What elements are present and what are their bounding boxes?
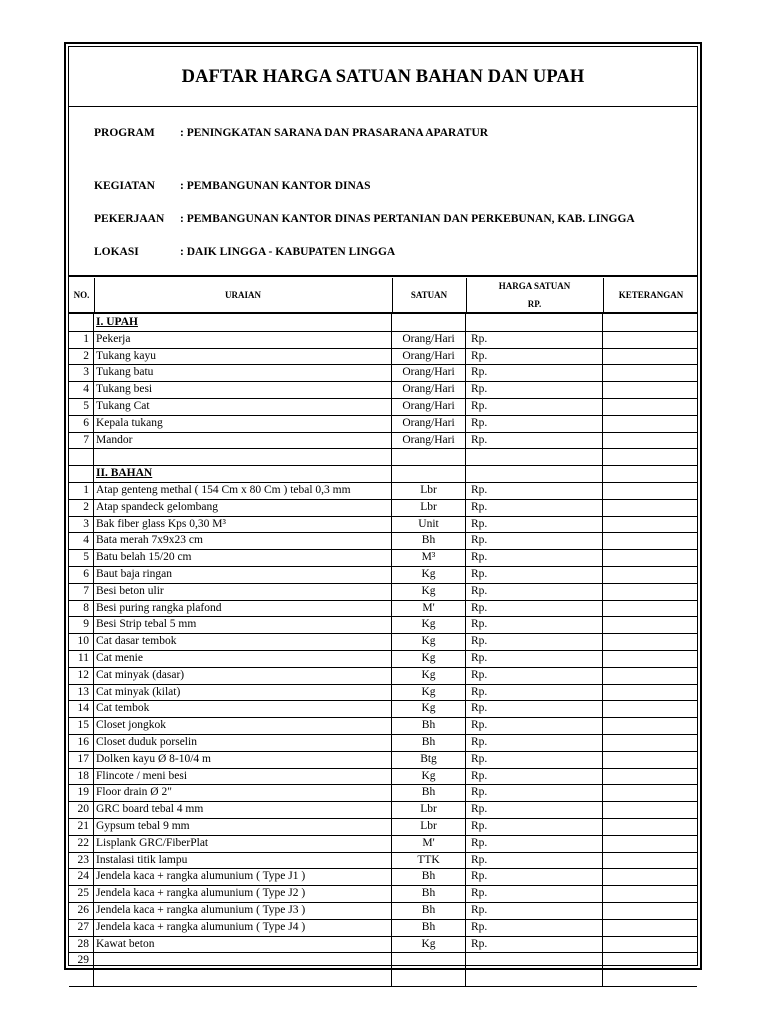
row-keterangan <box>603 415 699 432</box>
header-no: NO. <box>69 278 95 312</box>
info-value: : PEMBANGUNAN KANTOR DINAS <box>180 180 371 192</box>
row-keterangan <box>603 801 699 818</box>
row-keterangan <box>603 633 699 650</box>
row-satuan: Lbr <box>392 482 466 499</box>
row-number: 23 <box>69 852 94 869</box>
row-number <box>69 448 94 465</box>
row-number: 21 <box>69 818 94 835</box>
row-satuan: Orang/Hari <box>392 381 466 398</box>
row-number: 7 <box>69 432 94 449</box>
row-harga: Rp. <box>466 432 603 449</box>
row-uraian: Instalasi titik lampu <box>94 852 392 869</box>
row-satuan: Bh <box>392 919 466 936</box>
row-uraian: Dolken kayu Ø 8-10/4 m <box>94 751 392 768</box>
table-row <box>69 751 697 769</box>
row-number: 1 <box>69 331 94 348</box>
table-row <box>69 969 697 987</box>
row-number: 2 <box>69 348 94 365</box>
table-row <box>69 616 697 634</box>
info-kegiatan <box>94 180 371 192</box>
row-harga: Rp. <box>466 784 603 801</box>
row-harga: Rp. <box>466 902 603 919</box>
row-keterangan <box>603 432 699 449</box>
row-harga <box>466 465 603 482</box>
row-number <box>69 465 94 482</box>
row-uraian: Atap genteng methal ( 154 Cm x 80 Cm ) tebal 0,3 mm <box>94 482 392 499</box>
row-number: 3 <box>69 364 94 381</box>
row-number: 4 <box>69 532 94 549</box>
row-satuan <box>392 969 466 986</box>
table-header <box>69 278 697 314</box>
row-harga <box>466 952 603 969</box>
row-uraian: Flincote / meni besi <box>94 768 392 785</box>
table-row <box>69 398 697 416</box>
header-harga-satuan <box>466 278 604 312</box>
row-keterangan <box>603 919 699 936</box>
table-row <box>69 818 697 836</box>
row-satuan: Kg <box>392 650 466 667</box>
row-harga <box>466 448 603 465</box>
info-pekerjaan <box>94 213 635 225</box>
row-uraian: Tukang Cat <box>94 398 392 415</box>
info-program <box>94 127 488 139</box>
row-number: 2 <box>69 499 94 516</box>
row-uraian: Tukang besi <box>94 381 392 398</box>
row-number: 14 <box>69 700 94 717</box>
row-uraian: Tukang kayu <box>94 348 392 365</box>
row-harga: Rp. <box>466 633 603 650</box>
row-satuan: M³ <box>392 549 466 566</box>
row-satuan: Lbr <box>392 499 466 516</box>
row-harga: Rp. <box>466 801 603 818</box>
row-satuan: Bh <box>392 734 466 751</box>
row-harga: Rp. <box>466 364 603 381</box>
row-keterangan <box>603 364 699 381</box>
row-satuan: Orang/Hari <box>392 364 466 381</box>
row-number: 20 <box>69 801 94 818</box>
table-row <box>69 700 697 718</box>
row-uraian: Floor drain Ø 2" <box>94 784 392 801</box>
row-number: 17 <box>69 751 94 768</box>
row-keterangan <box>603 600 699 617</box>
table-row <box>69 381 697 399</box>
row-satuan: Lbr <box>392 801 466 818</box>
table-row <box>69 868 697 886</box>
table-row <box>69 684 697 702</box>
row-number: 26 <box>69 902 94 919</box>
row-number: 6 <box>69 415 94 432</box>
row-harga: Rp. <box>466 516 603 533</box>
row-uraian: Closet jongkok <box>94 717 392 734</box>
document-title: DAFTAR HARGA SATUAN BAHAN DAN UPAH <box>181 67 585 87</box>
row-keterangan <box>603 314 699 331</box>
row-harga: Rp. <box>466 415 603 432</box>
row-harga: Rp. <box>466 768 603 785</box>
row-number: 1 <box>69 482 94 499</box>
row-keterangan <box>603 650 699 667</box>
table-row <box>69 482 697 500</box>
table-row <box>69 516 697 534</box>
row-harga: Rp. <box>466 600 603 617</box>
table-row <box>69 784 697 802</box>
row-uraian <box>94 969 392 986</box>
row-harga: Rp. <box>466 751 603 768</box>
header-satuan: SATUAN <box>392 278 467 312</box>
row-satuan: Orang/Hari <box>392 348 466 365</box>
row-harga <box>466 969 603 986</box>
row-number: 29 <box>69 952 94 969</box>
table-row <box>69 633 697 651</box>
table-row <box>69 364 697 382</box>
row-uraian: Lisplank GRC/FiberPlat <box>94 835 392 852</box>
row-uraian: Cat minyak (dasar) <box>94 667 392 684</box>
row-number: 10 <box>69 633 94 650</box>
row-harga: Rp. <box>466 566 603 583</box>
row-keterangan <box>603 768 699 785</box>
row-number <box>69 314 94 331</box>
row-harga: Rp. <box>466 885 603 902</box>
row-uraian: Pekerja <box>94 331 392 348</box>
row-satuan: Kg <box>392 633 466 650</box>
row-harga: Rp. <box>466 734 603 751</box>
table-row <box>69 532 697 550</box>
table-row <box>69 583 697 601</box>
row-satuan: Kg <box>392 700 466 717</box>
info-label: LOKASI <box>94 246 139 258</box>
table-row <box>69 885 697 903</box>
row-satuan: Bh <box>392 784 466 801</box>
row-number: 4 <box>69 381 94 398</box>
row-harga: Rp. <box>466 852 603 869</box>
row-satuan <box>392 952 466 969</box>
row-harga: Rp. <box>466 398 603 415</box>
row-satuan: Bh <box>392 717 466 734</box>
row-uraian: Jendela kaca + rangka alumunium ( Type J4 ) <box>94 919 392 936</box>
row-uraian: Bata merah 7x9x23 cm <box>94 532 392 549</box>
row-keterangan <box>603 868 699 885</box>
row-number: 13 <box>69 684 94 701</box>
row-keterangan <box>603 532 699 549</box>
row-keterangan <box>603 398 699 415</box>
row-satuan: Kg <box>392 583 466 600</box>
row-uraian: Batu belah 15/20 cm <box>94 549 392 566</box>
row-uraian: Cat dasar tembok <box>94 633 392 650</box>
row-keterangan <box>603 465 699 482</box>
info-label: PEKERJAAN <box>94 213 165 225</box>
row-keterangan <box>603 700 699 717</box>
row-number: 28 <box>69 936 94 953</box>
row-harga: Rp. <box>466 667 603 684</box>
table-row <box>69 348 697 366</box>
row-keterangan <box>603 818 699 835</box>
row-harga: Rp. <box>466 919 603 936</box>
row-keterangan <box>603 852 699 869</box>
row-keterangan <box>603 717 699 734</box>
row-uraian: Cat menie <box>94 650 392 667</box>
title-box <box>69 47 697 107</box>
row-harga: Rp. <box>466 650 603 667</box>
row-harga: Rp. <box>466 616 603 633</box>
info-value: : PENINGKATAN SARANA DAN PRASARANA APARATUR <box>180 127 489 139</box>
row-satuan <box>392 448 466 465</box>
row-harga: Rp. <box>466 868 603 885</box>
header-harga-top: HARGA SATUAN <box>498 281 571 291</box>
row-harga: Rp. <box>466 549 603 566</box>
row-uraian: Bak fiber glass Kps 0,30 M³ <box>94 516 392 533</box>
row-number: 27 <box>69 919 94 936</box>
table-row <box>69 852 697 870</box>
row-number <box>69 969 94 986</box>
document-frame <box>64 42 702 970</box>
row-number: 12 <box>69 667 94 684</box>
row-keterangan <box>603 734 699 751</box>
table-row <box>69 768 697 786</box>
row-number: 18 <box>69 768 94 785</box>
row-harga: Rp. <box>466 499 603 516</box>
row-satuan <box>392 465 466 482</box>
row-uraian: Mandor <box>94 432 392 449</box>
table-row <box>69 499 697 517</box>
row-satuan: M' <box>392 835 466 852</box>
row-keterangan <box>603 684 699 701</box>
row-uraian <box>94 952 392 969</box>
row-keterangan <box>603 936 699 953</box>
row-keterangan <box>603 952 699 969</box>
row-uraian: II. BAHAN <box>94 465 392 482</box>
row-number: 22 <box>69 835 94 852</box>
row-keterangan <box>603 448 699 465</box>
row-number: 24 <box>69 868 94 885</box>
row-satuan <box>392 314 466 331</box>
row-keterangan <box>603 784 699 801</box>
table-row <box>69 801 697 819</box>
row-keterangan <box>603 835 699 852</box>
row-satuan: Lbr <box>392 818 466 835</box>
row-uraian: GRC board tebal 4 mm <box>94 801 392 818</box>
table-row <box>69 415 697 433</box>
row-number: 7 <box>69 583 94 600</box>
row-keterangan <box>603 969 699 986</box>
row-uraian: Jendela kaca + rangka alumunium ( Type J1 ) <box>94 868 392 885</box>
row-satuan: Orang/Hari <box>392 432 466 449</box>
row-uraian: Cat tembok <box>94 700 392 717</box>
row-number: 6 <box>69 566 94 583</box>
table-row <box>69 952 697 970</box>
row-number: 16 <box>69 734 94 751</box>
table-row <box>69 902 697 920</box>
table-row <box>69 314 697 332</box>
table-row <box>69 448 697 466</box>
row-number: 8 <box>69 600 94 617</box>
document-inner-frame <box>68 46 698 966</box>
row-uraian: Besi Strip tebal 5 mm <box>94 616 392 633</box>
row-uraian <box>94 448 392 465</box>
info-label: KEGIATAN <box>94 180 155 192</box>
row-keterangan <box>603 549 699 566</box>
info-label: PROGRAM <box>94 127 155 139</box>
row-satuan: M' <box>392 600 466 617</box>
row-number: 15 <box>69 717 94 734</box>
row-uraian: Baut baja ringan <box>94 566 392 583</box>
project-info <box>69 107 697 277</box>
row-harga: Rp. <box>466 482 603 499</box>
row-keterangan <box>603 616 699 633</box>
header-uraian: URAIAN <box>94 278 393 312</box>
table-row <box>69 835 697 853</box>
row-satuan: Kg <box>392 667 466 684</box>
row-uraian: Kawat beton <box>94 936 392 953</box>
row-number: 5 <box>69 398 94 415</box>
row-uraian: Gypsum tebal 9 mm <box>94 818 392 835</box>
info-value: : PEMBANGUNAN KANTOR DINAS PERTANIAN DAN PERKEBUNAN, KAB. LINGGA <box>180 213 635 225</box>
row-harga: Rp. <box>466 348 603 365</box>
row-uraian: Jendela kaca + rangka alumunium ( Type J3 ) <box>94 902 392 919</box>
row-uraian: Besi puring rangka plafond <box>94 600 392 617</box>
row-satuan: TTK <box>392 852 466 869</box>
row-uraian: Besi beton ulir <box>94 583 392 600</box>
row-harga <box>466 314 603 331</box>
row-harga: Rp. <box>466 936 603 953</box>
table-row <box>69 936 697 954</box>
table-row <box>69 432 697 450</box>
row-keterangan <box>603 885 699 902</box>
row-satuan: Kg <box>392 684 466 701</box>
row-satuan: Bh <box>392 885 466 902</box>
row-harga: Rp. <box>466 835 603 852</box>
table-row <box>69 600 697 618</box>
row-keterangan <box>603 751 699 768</box>
row-uraian: Closet duduk porselin <box>94 734 392 751</box>
table-row <box>69 919 697 937</box>
row-satuan: Kg <box>392 566 466 583</box>
row-satuan: Orang/Hari <box>392 398 466 415</box>
row-satuan: Bh <box>392 902 466 919</box>
row-harga: Rp. <box>466 684 603 701</box>
row-number: 9 <box>69 616 94 633</box>
table-row <box>69 566 697 584</box>
header-keterangan: KETERANGAN <box>618 290 684 300</box>
row-number: 5 <box>69 549 94 566</box>
row-keterangan <box>603 583 699 600</box>
row-satuan: Bh <box>392 868 466 885</box>
table-row <box>69 734 697 752</box>
row-satuan: Kg <box>392 936 466 953</box>
row-satuan: Unit <box>392 516 466 533</box>
row-keterangan <box>603 667 699 684</box>
row-satuan: Btg <box>392 751 466 768</box>
row-number: 3 <box>69 516 94 533</box>
table-row <box>69 717 697 735</box>
row-keterangan <box>603 482 699 499</box>
row-number: 25 <box>69 885 94 902</box>
row-harga: Rp. <box>466 700 603 717</box>
row-uraian: I. UPAH <box>94 314 392 331</box>
table-row <box>69 650 697 668</box>
info-value: : DAIK LINGGA - KABUPATEN LINGGA <box>180 246 396 258</box>
row-uraian: Jendela kaca + rangka alumunium ( Type J2 ) <box>94 885 392 902</box>
info-lokasi <box>94 246 395 258</box>
row-harga: Rp. <box>466 331 603 348</box>
table-row <box>69 667 697 685</box>
row-uraian: Kepala tukang <box>94 415 392 432</box>
row-satuan: Kg <box>392 768 466 785</box>
row-satuan: Orang/Hari <box>392 331 466 348</box>
row-harga: Rp. <box>466 381 603 398</box>
table-row <box>69 331 697 349</box>
row-keterangan <box>603 499 699 516</box>
row-harga: Rp. <box>466 818 603 835</box>
row-satuan: Kg <box>392 616 466 633</box>
row-keterangan <box>603 516 699 533</box>
row-satuan: Bh <box>392 532 466 549</box>
row-keterangan <box>603 381 699 398</box>
table-row <box>69 549 697 567</box>
row-satuan: Orang/Hari <box>392 415 466 432</box>
row-harga: Rp. <box>466 583 603 600</box>
row-keterangan <box>603 566 699 583</box>
row-uraian: Atap spandeck gelombang <box>94 499 392 516</box>
row-uraian: Cat minyak (kilat) <box>94 684 392 701</box>
row-keterangan <box>603 348 699 365</box>
row-harga: Rp. <box>466 717 603 734</box>
header-harga-bottom: RP. <box>527 299 542 309</box>
row-number: 11 <box>69 650 94 667</box>
row-keterangan <box>603 902 699 919</box>
row-keterangan <box>603 331 699 348</box>
table-row <box>69 465 697 483</box>
row-number: 19 <box>69 784 94 801</box>
row-uraian: Tukang batu <box>94 364 392 381</box>
row-harga: Rp. <box>466 532 603 549</box>
